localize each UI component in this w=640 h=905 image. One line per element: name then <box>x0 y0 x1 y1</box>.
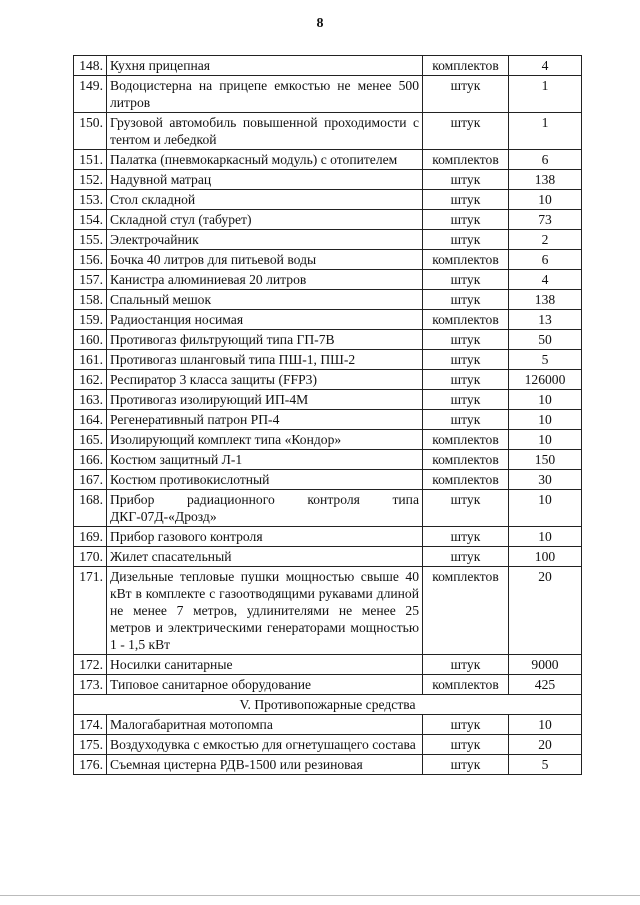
row-number: 172. <box>74 655 107 675</box>
row-number: 158. <box>74 290 107 310</box>
item-name: Малогабаритная мотопомпа <box>107 715 423 735</box>
row-number: 167. <box>74 470 107 490</box>
table-row <box>74 430 582 450</box>
item-unit: комплектов <box>423 450 509 470</box>
row-number: 159. <box>74 310 107 330</box>
item-quantity: 10 <box>509 490 582 527</box>
item-unit: штук <box>423 755 509 775</box>
table-row <box>74 310 582 330</box>
item-quantity: 10 <box>509 430 582 450</box>
row-number: 152. <box>74 170 107 190</box>
table-body <box>74 56 582 775</box>
row-number: 160. <box>74 330 107 350</box>
row-number: 156. <box>74 250 107 270</box>
table-row <box>74 547 582 567</box>
table-row <box>74 715 582 735</box>
table-row <box>74 113 582 150</box>
item-quantity: 10 <box>509 410 582 430</box>
item-unit: штук <box>423 715 509 735</box>
item-quantity: 425 <box>509 675 582 695</box>
table-row <box>74 76 582 113</box>
item-unit: комплектов <box>423 56 509 76</box>
item-name: Респиратор 3 класса защиты (FFP3) <box>107 370 423 390</box>
item-unit: штук <box>423 370 509 390</box>
item-quantity: 1 <box>509 76 582 113</box>
item-name: Прибор газового контроля <box>107 527 423 547</box>
row-number: 154. <box>74 210 107 230</box>
item-quantity: 100 <box>509 547 582 567</box>
item-name: Жилет спасательный <box>107 547 423 567</box>
item-name: Надувной матрац <box>107 170 423 190</box>
table-row <box>74 330 582 350</box>
table-row <box>74 675 582 695</box>
row-number: 171. <box>74 567 107 655</box>
table-row <box>74 150 582 170</box>
table-row <box>74 270 582 290</box>
table-row <box>74 350 582 370</box>
table-row <box>74 755 582 775</box>
item-name: Дизельные тепловые пушки мощностью свыше 40 кВт в комплекте с газоотводящими рукавами длиной не менее 7 метров, удлинителями не менее 25 метров и электрическими генераторами мощностью 1 - 1,5 кВт <box>107 567 423 655</box>
item-unit: штук <box>423 210 509 230</box>
table-row <box>74 470 582 490</box>
table-row <box>74 190 582 210</box>
item-name: Изолирующий комплект типа «Кондор» <box>107 430 423 450</box>
item-unit: штук <box>423 290 509 310</box>
item-name: Палатка (пневмокаркасный модуль) с отопителем <box>107 150 423 170</box>
item-quantity: 10 <box>509 527 582 547</box>
row-number: 162. <box>74 370 107 390</box>
item-unit: штук <box>423 490 509 527</box>
item-quantity: 20 <box>509 567 582 655</box>
row-number: 148. <box>74 56 107 76</box>
item-unit: комплектов <box>423 150 509 170</box>
item-quantity: 150 <box>509 450 582 470</box>
item-name: Костюм защитный Л-1 <box>107 450 423 470</box>
section-title: V. Противопожарные средства <box>74 695 582 715</box>
row-number: 165. <box>74 430 107 450</box>
row-number: 166. <box>74 450 107 470</box>
table-row <box>74 230 582 250</box>
item-name: Типовое санитарное оборудование <box>107 675 423 695</box>
row-number: 164. <box>74 410 107 430</box>
item-name: Стол складной <box>107 190 423 210</box>
item-quantity: 2 <box>509 230 582 250</box>
item-name: Прибор радиационного контроля типа ДКГ-07Д-«Дрозд» <box>107 490 423 527</box>
table-row <box>74 170 582 190</box>
page-number: 8 <box>316 16 324 31</box>
item-quantity: 138 <box>509 290 582 310</box>
table-row <box>74 410 582 430</box>
item-quantity: 5 <box>509 755 582 775</box>
table-row <box>74 567 582 655</box>
item-name: Грузовой автомобиль повышенной проходимости с тентом и лебедкой <box>107 113 423 150</box>
row-number: 176. <box>74 755 107 775</box>
item-unit: комплектов <box>423 250 509 270</box>
item-name: Противогаз изолирующий ИП-4М <box>107 390 423 410</box>
row-number: 169. <box>74 527 107 547</box>
item-name: Спальный мешок <box>107 290 423 310</box>
item-name: Складной стул (табурет) <box>107 210 423 230</box>
item-unit: штук <box>423 190 509 210</box>
item-name: Регенеративный патрон РП-4 <box>107 410 423 430</box>
item-unit: штук <box>423 270 509 290</box>
item-unit: штук <box>423 76 509 113</box>
row-number: 149. <box>74 76 107 113</box>
item-unit: штук <box>423 170 509 190</box>
item-quantity: 4 <box>509 270 582 290</box>
equipment-table <box>73 55 582 775</box>
row-number: 155. <box>74 230 107 250</box>
item-name: Противогаз шланговый типа ПШ-1, ПШ-2 <box>107 350 423 370</box>
item-name: Электрочайник <box>107 230 423 250</box>
item-unit: штук <box>423 390 509 410</box>
row-number: 168. <box>74 490 107 527</box>
row-number: 175. <box>74 735 107 755</box>
row-number: 173. <box>74 675 107 695</box>
item-unit: штук <box>423 735 509 755</box>
item-quantity: 9000 <box>509 655 582 675</box>
item-quantity: 10 <box>509 715 582 735</box>
table-row <box>74 210 582 230</box>
item-quantity: 13 <box>509 310 582 330</box>
table-row <box>74 370 582 390</box>
item-unit: комплектов <box>423 430 509 450</box>
table-row <box>74 490 582 527</box>
item-name: Водоцистерна на прицепе емкостью не менее 500 литров <box>107 76 423 113</box>
row-number: 151. <box>74 150 107 170</box>
item-name: Канистра алюминиевая 20 литров <box>107 270 423 290</box>
table-row <box>74 450 582 470</box>
row-number: 153. <box>74 190 107 210</box>
item-unit: штук <box>423 655 509 675</box>
item-quantity: 6 <box>509 150 582 170</box>
table-row <box>74 250 582 270</box>
item-name: Воздуходувка с емкостью для огнетушащего состава <box>107 735 423 755</box>
bottom-rule <box>0 895 640 896</box>
item-quantity: 6 <box>509 250 582 270</box>
item-unit: штук <box>423 527 509 547</box>
item-quantity: 50 <box>509 330 582 350</box>
table-row <box>74 290 582 310</box>
item-name: Съемная цистерна РДВ-1500 или резиновая <box>107 755 423 775</box>
item-quantity: 1 <box>509 113 582 150</box>
item-unit: штук <box>423 410 509 430</box>
item-unit: штук <box>423 113 509 150</box>
table-row <box>74 56 582 76</box>
item-quantity: 10 <box>509 190 582 210</box>
item-quantity: 126000 <box>509 370 582 390</box>
item-name: Радиостанция носимая <box>107 310 423 330</box>
item-name: Костюм противокислотный <box>107 470 423 490</box>
item-quantity: 4 <box>509 56 582 76</box>
row-number: 174. <box>74 715 107 735</box>
item-quantity: 10 <box>509 390 582 410</box>
item-quantity: 73 <box>509 210 582 230</box>
item-unit: комплектов <box>423 567 509 655</box>
table-row <box>74 735 582 755</box>
item-unit: комплектов <box>423 310 509 330</box>
row-number: 161. <box>74 350 107 370</box>
item-name: Бочка 40 литров для питьевой воды <box>107 250 423 270</box>
item-name: Носилки санитарные <box>107 655 423 675</box>
table-row <box>74 390 582 410</box>
row-number: 163. <box>74 390 107 410</box>
item-quantity: 138 <box>509 170 582 190</box>
item-quantity: 5 <box>509 350 582 370</box>
row-number: 170. <box>74 547 107 567</box>
table-row <box>74 655 582 675</box>
row-number: 150. <box>74 113 107 150</box>
section-header-row <box>74 695 582 715</box>
item-unit: штук <box>423 547 509 567</box>
item-name: Противогаз фильтрующий типа ГП-7В <box>107 330 423 350</box>
item-unit: штук <box>423 230 509 250</box>
item-quantity: 30 <box>509 470 582 490</box>
item-unit: комплектов <box>423 470 509 490</box>
item-name: Кухня прицепная <box>107 56 423 76</box>
item-unit: штук <box>423 350 509 370</box>
table-row <box>74 527 582 547</box>
row-number: 157. <box>74 270 107 290</box>
item-unit: комплектов <box>423 675 509 695</box>
item-unit: штук <box>423 330 509 350</box>
item-quantity: 20 <box>509 735 582 755</box>
